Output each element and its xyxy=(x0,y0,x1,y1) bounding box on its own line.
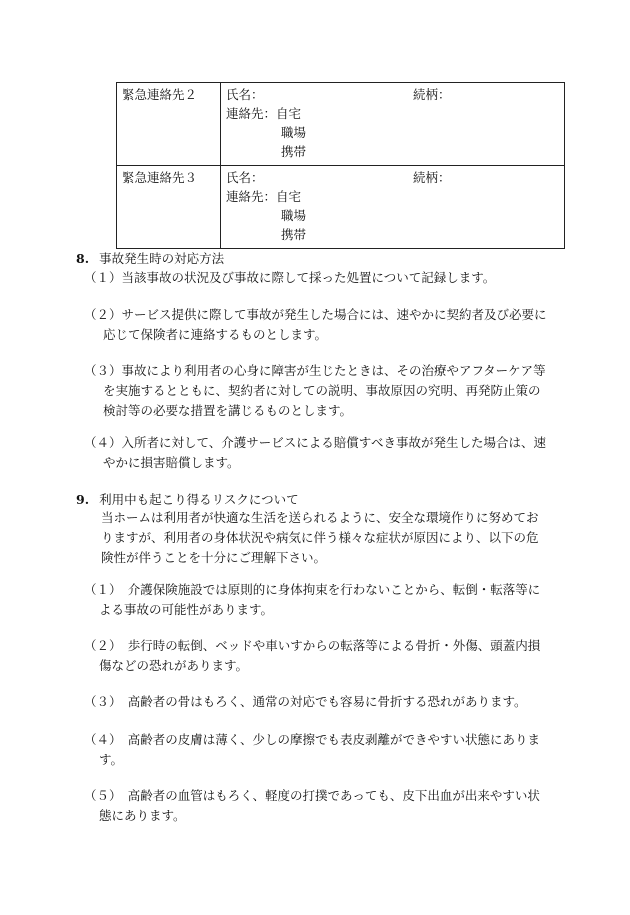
name-label: 氏名： xyxy=(226,87,264,102)
item-line: （３） 高齢者の骨はもろく、通常の対応でも容易に骨折する恐れがあります。 xyxy=(84,694,527,709)
home-contact-label: 連絡先：自宅 xyxy=(226,189,302,204)
item-line: （４）入所者に対して、介護サービスによる賠償すべき事故が発生した場合は、速 xyxy=(84,435,547,450)
item-line: （２）サービス提供に際して事故が発生した場合には、速やかに契約者及び必要に xyxy=(84,307,547,322)
section-8-item-4 xyxy=(84,433,546,473)
section-8-heading xyxy=(76,249,224,269)
section-9-intro xyxy=(101,508,539,568)
home-contact-label: 連絡先：自宅 xyxy=(226,106,302,121)
section-title: 事故発生時の対応方法 xyxy=(99,251,225,266)
contact-label: 緊急連絡先３ xyxy=(117,166,221,249)
section-number: 9. xyxy=(76,492,90,507)
contact-row xyxy=(117,83,565,166)
item-line: やかに損害賠償します。 xyxy=(103,455,240,470)
section-8-item-2 xyxy=(84,305,547,345)
section-title: 利用中も起こり得るリスクについて xyxy=(99,492,299,507)
work-contact-label: 職場 xyxy=(281,208,307,223)
intro-line: 険性が伴うことを十分にご理解下さい。 xyxy=(101,550,327,565)
relation-label: 続柄： xyxy=(413,170,451,185)
section-9-item-2 xyxy=(84,636,540,676)
intro-line: 当ホームは利用者が快適な生活を送られるように、安全な環境作りに努めてお xyxy=(101,510,539,525)
item-line: す。 xyxy=(99,752,124,767)
item-line: 傷などの恐れがあります。 xyxy=(99,658,249,673)
section-9-item-1 xyxy=(84,580,540,620)
section-8-item-1 xyxy=(84,268,495,288)
item-line: を実施するとともに、契約者に対しての説明、事故原因の究明、再発防止策の xyxy=(103,383,541,398)
emergency-contact-table xyxy=(116,82,565,249)
item-line: 応じて保険者に連絡するものとします。 xyxy=(103,327,328,342)
mobile-contact-label: 携帯 xyxy=(281,144,307,159)
item-line: （５） 高齢者の血管はもろく、軽度の打撲であっても、皮下出血が出来やすい状 xyxy=(84,788,540,803)
item-line: （１） 介護保険施設では原則的に身体拘束を行わないことから、転倒・転落等に xyxy=(84,582,541,597)
item-line: よる事故の可能性があります。 xyxy=(99,602,274,617)
item-line: （４） 高齢者の皮膚は薄く、少しの摩擦でも表皮剥離ができやすい状態にありま xyxy=(84,732,541,747)
item-line: （３）事故により利用者の心身に障害が生じたときは、その治療やアフターケア等 xyxy=(84,363,546,378)
contact-details xyxy=(221,166,565,249)
item-line: （２） 歩行時の転倒、ベッドや車いすからの転落等による骨折・外傷、頭蓋内損 xyxy=(84,638,541,653)
section-9-item-4 xyxy=(84,730,540,770)
intro-line: りますが、利用者の身体状況や病気に伴う様々な症状が原因により、以下の危 xyxy=(101,530,539,545)
name-label: 氏名： xyxy=(226,170,264,185)
item-line: 態にあります。 xyxy=(99,808,186,823)
contact-row xyxy=(117,166,565,249)
section-9-item-5 xyxy=(84,786,540,826)
section-9-heading xyxy=(76,490,299,510)
section-9-item-3 xyxy=(84,692,527,712)
item-line: （１）当該事故の状況及び事故に際して採った処置について記録します。 xyxy=(84,270,496,285)
contact-label: 緊急連絡先２ xyxy=(117,83,221,166)
contact-details xyxy=(221,83,565,166)
work-contact-label: 職場 xyxy=(281,125,307,140)
section-number: 8. xyxy=(76,251,90,266)
relation-label: 続柄： xyxy=(413,87,451,102)
section-8-item-3 xyxy=(84,361,546,421)
item-line: 検討等の必要な措置を講じるものとします。 xyxy=(103,403,353,418)
mobile-contact-label: 携帯 xyxy=(281,227,307,242)
